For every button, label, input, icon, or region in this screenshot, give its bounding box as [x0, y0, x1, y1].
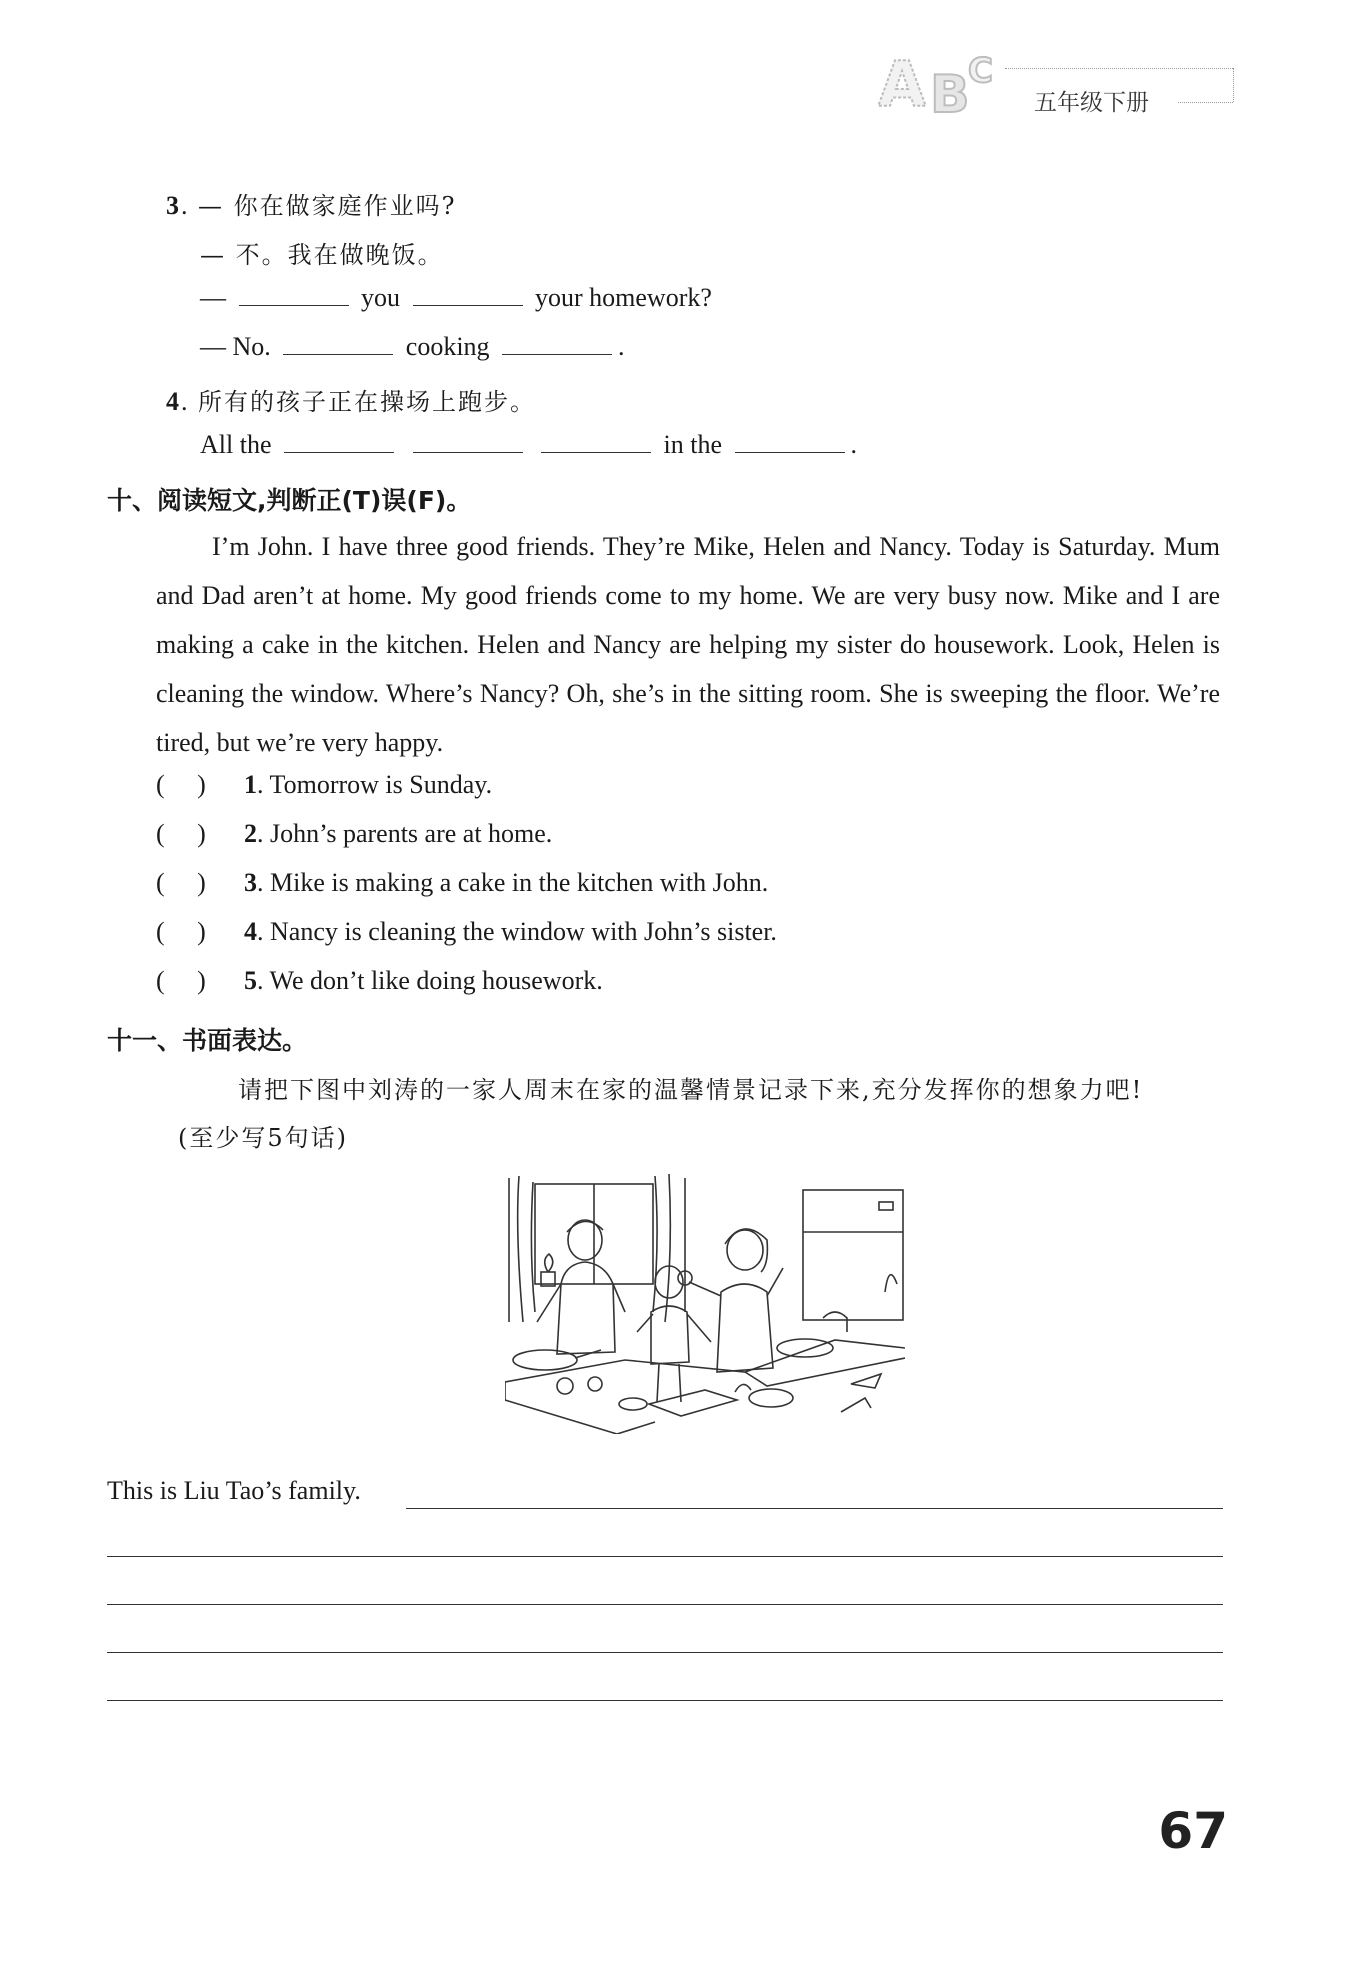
q3-fill-line-1: — you your homework? — [200, 283, 712, 312]
item-number: 5 — [244, 966, 257, 995]
item-statement: Mike is making a cake in the kitchen with John. — [270, 868, 769, 897]
answer-parentheses[interactable]: ( ) — [156, 770, 206, 799]
item-statement: We don’t like doing housework. — [269, 966, 603, 995]
svg-text:B: B — [930, 65, 970, 122]
grade-label: 五年级下册 — [1034, 90, 1149, 116]
answer-parentheses[interactable]: ( ) — [156, 819, 206, 848]
section-11-title: 十一、书面表达。 — [107, 1026, 308, 1055]
true-false-item: ( ) 3. Mike is making a cake in the kitchen with John. — [156, 868, 769, 897]
answer-blank[interactable] — [502, 334, 612, 355]
q3-answer-cn: — 不。我在做晚饭。 — [200, 241, 444, 269]
writing-line-3[interactable] — [107, 1604, 1223, 1605]
family-kitchen-illustration — [505, 1172, 905, 1434]
item-statement: Nancy is cleaning the window with John’s sister. — [270, 917, 777, 946]
answer-parentheses[interactable]: ( ) — [156, 917, 206, 946]
writing-requirement: (至少写5句话) — [178, 1124, 348, 1152]
writing-line-2[interactable] — [107, 1556, 1223, 1557]
q4-prompt-cn: 所有的孩子正在操场上跑步。 — [198, 388, 536, 416]
item-statement: Tomorrow is Sunday. — [269, 770, 493, 799]
writing-instruction: 请把下图中刘涛的一家人周末在家的温馨情景记录下来,充分发挥你的想象力吧! — [238, 1076, 1144, 1104]
answer-parentheses[interactable]: ( ) — [156, 868, 206, 897]
answer-parentheses[interactable]: ( ) — [156, 966, 206, 995]
true-false-item: ( ) 1. Tomorrow is Sunday. — [156, 770, 493, 799]
item-statement: John’s parents are at home. — [270, 819, 553, 848]
answer-blank[interactable] — [735, 432, 845, 453]
worksheet-page: A B C 五年级下册 3. — 你在做家庭作业吗? — 不。我在做晚饭。 — you your homework? — No. cooking . 4. 所有的孩子正在操场上跑步。 All the in the . 十、阅读短文,判断正(T)误(F)。 I’m John. I have three good friends. They’re Mike, Helen and Nancy. Today is Saturday. Mum and Dad aren’t at home. My good friends come to my home. We are very busy now. Mike and I are making a cake in the kitchen. Helen and Nancy are helping my sister do housework. Look, Helen is cleaning the window. Where’s Nancy? Oh, she’s in the sitting room. She is sweeping the floor. We’re tired, but we’re very happy. ( ) 1. Tomorrow is Sunday. ( ) 2. John’s parents are at home. ( ) 3. Mike is making a cake in the kitchen with John. ( ) 4. Nancy is cleaning the window with John’s sister. ( ) 5. We don’t like doing housework. 十一、书面表达。 请把下图中刘涛的一家人周末在家的温馨情景记录下来,充分发挥你的想象力吧! (至少写5句话) This is Liu Tao’s family. 67 — [0, 0, 1350, 1963]
answer-blank[interactable] — [284, 432, 394, 453]
writing-start-line: This is Liu Tao’s family. — [107, 1476, 361, 1505]
writing-line-5[interactable] — [107, 1700, 1223, 1701]
item-number: 4 — [244, 917, 257, 946]
true-false-item: ( ) 5. We don’t like doing housework. — [156, 966, 603, 995]
header-dotted-rule-side — [1233, 68, 1234, 102]
writing-line-4[interactable] — [107, 1652, 1223, 1653]
answer-blank[interactable] — [541, 432, 651, 453]
q3-prompt-cn: — 你在做家庭作业吗? — [198, 192, 457, 220]
item-number: 3 — [244, 868, 257, 897]
item-number: 2 — [244, 819, 257, 848]
header-dotted-rule-bottom — [1178, 102, 1233, 103]
true-false-item: ( ) 2. John’s parents are at home. — [156, 819, 553, 848]
reading-passage: I’m John. I have three good friends. They’re Mike, Helen and Nancy. Today is Saturday. Mum and Dad aren’t at home. My good friends come to my home. We are very busy now. Mike and I are making a cake in the kitchen. Helen and Nancy are helping my sister do housework. Look, Helen is cleaning the window. Where’s Nancy? Oh, she’s in the sitting room. She is sweeping the floor. We’re tired, but we’re very happy. — [156, 532, 1220, 757]
answer-blank[interactable] — [283, 334, 393, 355]
question-number: 3 — [166, 191, 181, 220]
true-false-item: ( ) 4. Nancy is cleaning the window with John’s sister. — [156, 917, 777, 946]
svg-text:A: A — [878, 48, 926, 121]
answer-blank[interactable] — [413, 285, 523, 306]
q4-fill-line: All the in the . — [200, 430, 857, 459]
page-number: 67 — [1158, 1802, 1228, 1860]
svg-text:C: C — [968, 51, 993, 91]
abc-logo — [876, 40, 1012, 122]
writing-line-1[interactable] — [406, 1508, 1223, 1509]
answer-blank[interactable] — [413, 432, 523, 453]
item-number: 1 — [244, 770, 257, 799]
q3-fill-line-2: — No. cooking . — [200, 332, 625, 361]
header-dotted-rule-top — [1005, 68, 1233, 69]
answer-blank[interactable] — [239, 285, 349, 306]
section-10-title: 十、阅读短文,判断正(T)误(F)。 — [107, 486, 472, 515]
question-number: 4 — [166, 387, 181, 416]
